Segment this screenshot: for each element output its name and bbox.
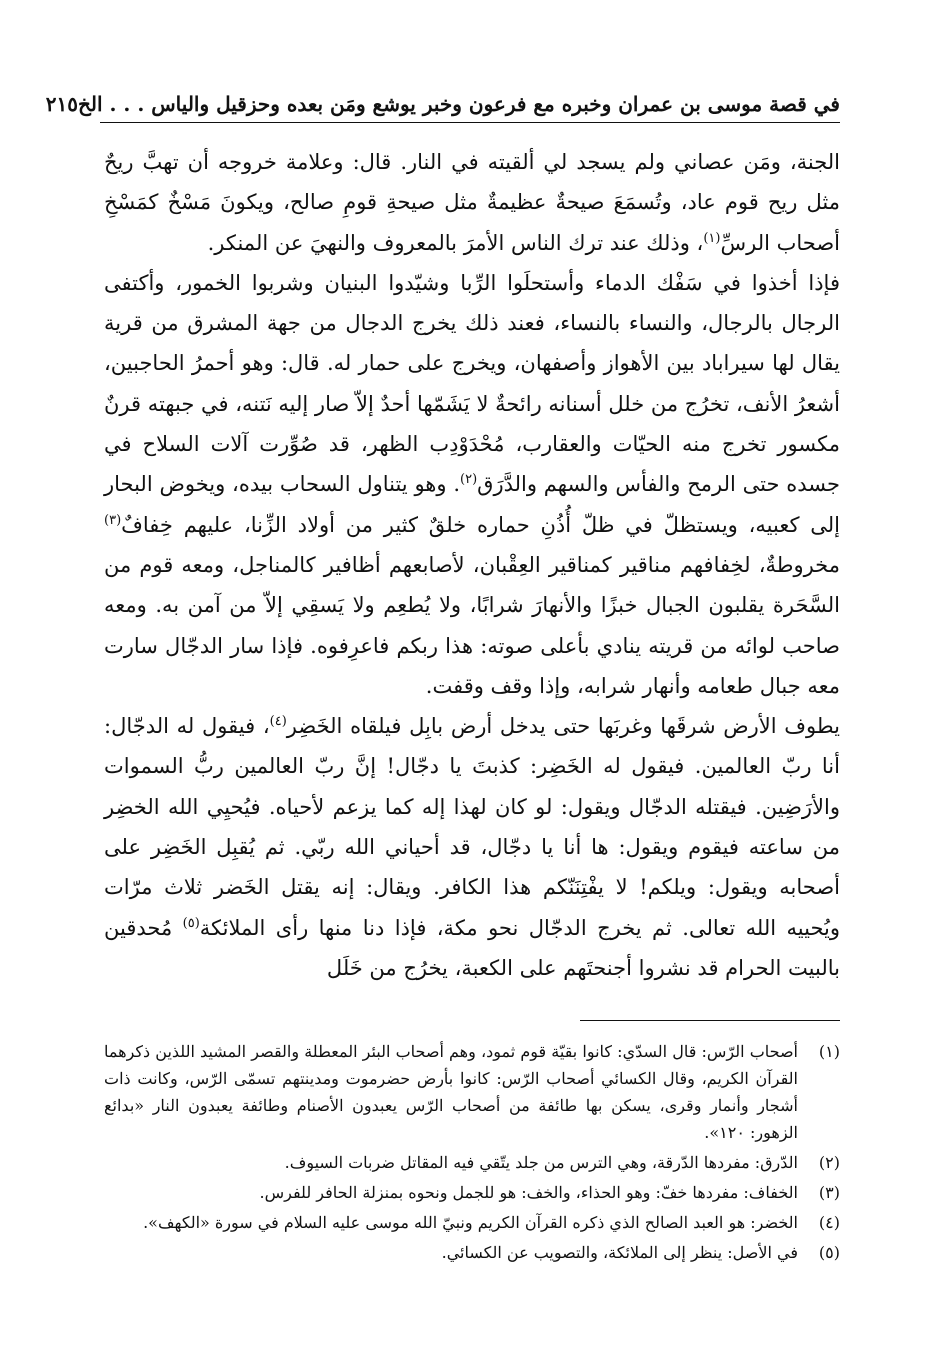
text-segment: . وهو يتناول السحاب بيده، ويخوض البحار إلى كعبيه، ويستظلّ في ظلّ أُذُنِ حماره خلقٌ كثير من أولاد الزِّنا، عليهم خِفافٌ	[104, 472, 840, 537]
footnote-number: (٢)	[818, 1153, 840, 1172]
footnote-text: الخضر: هو العبد الصالح الذي ذكره القرآن الكريم ونبيّ الله موسى عليه السلام في سورة «الكهف».	[143, 1213, 798, 1232]
footnote-reference: (٤)	[269, 714, 287, 730]
footnote-text: في الأصل: ينظر إلى الملائكة، والتصويب عن الكسائي.	[441, 1243, 798, 1262]
footnote-separator	[580, 1020, 840, 1021]
footnote-number: (١)	[818, 1042, 840, 1061]
text-segment: ، فيقول له الدجّال: أنا ربّ العالمين. فيقول له الخَضِر: كذبتَ يا دجّال! إنَّ ربّ العالمين ربُّ السموات والأرَضِين. فيقتله الدجّال ويقول: لو كان لهذا إله كما يزعم لأحياه. فيُحيِي الله الخضِر من ساعته فيقوم ويقول: ها أنا يا دجّال، قد أحياني الله ربّي. ثم يُقبِل الخَضِر على أصحابه ويقول: ويلكم! لا يفْتِنَنّكم هذا الكافر. ويقال: إنه يقتل الخَضر ثلاث مرّات ويُحييه الله تعالى. ثم يخرج الدجّال نحو مكة، فإذا دنا منها رأى الملائكة	[104, 714, 840, 940]
main-text	[104, 142, 840, 988]
paragraph	[104, 706, 840, 988]
footnote-text: الدّرق: مفردها الدّرقة، وهي الترس من جلد يتّقي فيه المقاتل ضربات السيوف.	[284, 1153, 798, 1172]
running-title: في قصة موسى بن عمران وخبره مع فرعون وخبر يوشع ومَن بعده وحزقيل والياس . . . الخ	[77, 92, 840, 116]
footnote	[104, 1179, 840, 1206]
footnote-number: (٥)	[818, 1243, 840, 1262]
page-header	[45, 86, 840, 123]
footnote-number: (٤)	[818, 1213, 840, 1232]
footnote-reference: (٣)	[104, 512, 122, 528]
text-segment: مُحدقين بالبيت الحرام قد نشروا أجنحتَهم على الكعبة، يخرُج من خَلَل	[104, 915, 840, 980]
footnote	[104, 1149, 840, 1176]
footnote-reference: (٥)	[182, 915, 200, 931]
text-segment: فإذا أخذوا في سَفْك الدماء وأستحلَوا الرِّبا وشيّدوا البنيان وشربوا الخمور، وأكتفى الرجال بالرجال، والنساء بالنساء، فعند ذلك يخرج الدجال من جهة المشرق من قرية يقال لها سيراباد بين الأهواز وأصفهان، ويخرج على حمار له. قال: وهو أحمرُ الحاجبين، أشعرُ الأنف، تخرُج من خلل أسنانه رائحةٌ لا يَشَمّها أحدٌ إلاّ صار إليه نَتنه، في جبهته قرنٌ مكسور تخرج منه الحيّات والعقارب، مُحْدَوْدِب الظهر، قد صُوِّرت آلات السلاح في جسده حتى الرمح والفأس والسهم والدَّرَق	[103, 270, 840, 497]
text-segment: يطوف الأرض شرقَها وغربَها حتى يدخل أرض بابِل فيلقاه الخَضِر	[286, 714, 840, 739]
paragraph	[104, 142, 840, 263]
footnote-text: الخفاف: مفردها خفّ: وهو الحذاء، والخف: هو للجمل ونحوه بمنزلة الحافر للفرس.	[259, 1183, 798, 1202]
text-segment: الجنة، ومَن عصاني ولم يسجد لي ألقيته في النار. قال: وعلامة خروجه أن تهبَّ ريحٌ مثل ريح قوم عاد، وتُسمَعَ صيحةٌ عظيمةٌ مثل صيحةِ قومِ صالح، ويكونَ مَسْخٌ كمَسْخِ أصحاب الرسِّ	[104, 150, 840, 255]
footnote-reference: (١)	[703, 230, 721, 246]
footnotes	[104, 1038, 840, 1269]
footnote-number: (٣)	[818, 1183, 840, 1202]
footnote	[104, 1239, 840, 1266]
footnote-reference: (٢)	[460, 472, 478, 488]
footnote-text: أصحاب الرّس: قال السدّي: كانوا بقيّة قوم ثمود، وهم أصحاب البئر المعطلة والقصر المشيد اللذين ذكرهما القرآن الكريم، وقال الكسائي أصحاب الرّس: كانوا بأرض حضرموت ومدينتهم تسمّى الرّس، وكانت ذات أشجار وأنمار وقرى، يسكن بها طائفة من أصحاب الرّس يعبدون الأصنام وطائفة يعبدون النار «بدائع الزهور: ١٢٠».	[104, 1042, 798, 1142]
text-segment: مخروطةٌ، لخِفافهم مناقير كمناقير العِقْبان، لأصابعهم أظافير كالمناجل، ومعه قوم من السَّحَرة يقلبون الجبال خبزًا والأنهارَ شرابًا، ولا يُطعِم ولا يَسقِي إلاّ من آمن به. ومعه صاحب لوائه من قريته ينادي بأعلى صوته: هذا ربكم فاعرِفوه. فإذا سار الدجّال سارت معه جبال طعامه وأنهار شرابه، وإذا وقف وقفت.	[104, 552, 840, 698]
footnote	[104, 1209, 840, 1236]
text-segment: ، وذلك عند ترك الناس الأمرَ بالمعروف والنهيَ عن المنكر.	[207, 230, 704, 255]
paragraph	[104, 263, 840, 706]
footnote	[104, 1038, 840, 1146]
page-number: ٢١٥	[45, 92, 78, 116]
